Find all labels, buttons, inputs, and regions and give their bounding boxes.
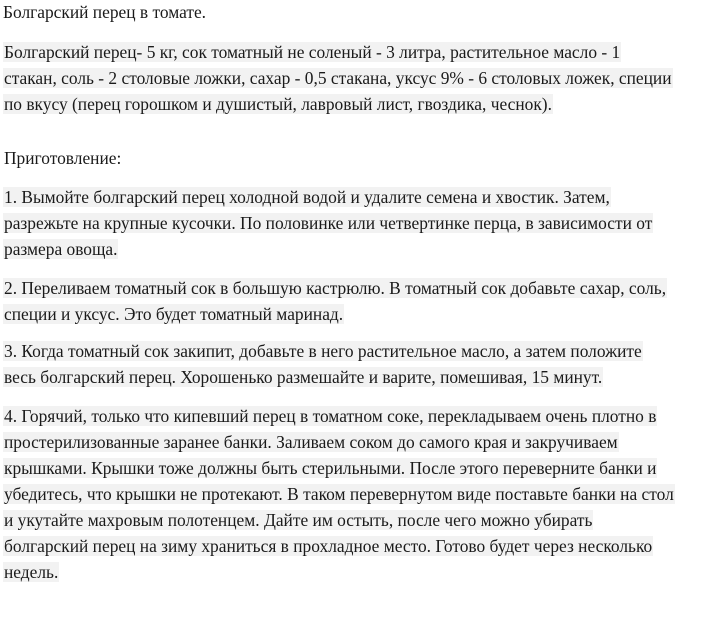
text-line-content: 1. Вымойте болгарский перец холодной водой и удалите семена и хвостик. Затем, bbox=[4, 187, 610, 207]
text-line-content: 2. Переливаем томатный сок в большую кастрюлю. В томатный сок добавьте сахар, соль, bbox=[4, 278, 667, 298]
text-line-content: убедитесь, что крышки не протекают. В таком перевернутом виде поставьте банки на стол bbox=[4, 484, 674, 504]
text-line-content: и укутайте махровым полотенцем. Дайте им остыть, после чего можно убирать bbox=[4, 510, 593, 530]
text-line bbox=[3, 534, 695, 560]
text-line bbox=[3, 66, 695, 92]
preparation-heading: Приготовление: bbox=[4, 148, 122, 168]
text-line bbox=[3, 40, 695, 66]
text-line bbox=[3, 339, 695, 365]
text-line-content: по вкусу (перец горошком и душистый, лавровый лист, гвоздика, чеснок). bbox=[4, 94, 552, 114]
text-line-content: размера овоща. bbox=[4, 239, 118, 259]
recipe-title: Болгарский перец в томате. bbox=[3, 2, 207, 22]
text-line bbox=[3, 508, 695, 534]
text-line bbox=[3, 456, 695, 482]
text-line bbox=[3, 185, 695, 211]
text-line bbox=[3, 404, 695, 430]
text-line bbox=[3, 560, 695, 586]
step-4-paragraph bbox=[3, 404, 695, 586]
step-2-paragraph bbox=[3, 276, 695, 328]
text-line-content: весь болгарский перец. Хорошенько размешайте и варите, помешивая, 15 минут. bbox=[4, 367, 603, 387]
text-line bbox=[3, 302, 695, 328]
text-line-content: разрежьте на крупные кусочки. По половинке или четвертинке перца, в зависимости от bbox=[4, 213, 653, 233]
text-line-content: болгарский перец на зиму храниться в прохладное место. Готово будет через несколько bbox=[4, 536, 653, 556]
preparation-heading-block bbox=[3, 146, 695, 172]
ingredients-paragraph bbox=[3, 40, 695, 118]
text-line bbox=[3, 365, 695, 391]
text-line-content: 4. Горячий, только что кипевший перец в томатном соке, перекладываем очень плотно в bbox=[4, 406, 657, 426]
text-line bbox=[3, 237, 695, 263]
text-line bbox=[3, 92, 695, 118]
text-line-content: Болгарский перец- 5 кг, сок томатный не соленый - 3 литра, растительное масло - 1 bbox=[4, 42, 621, 62]
text-line-content: недель. bbox=[4, 562, 59, 582]
text-line-content: 3. Когда томатный сок закипит, добавьте в него растительное масло, а затем положите bbox=[4, 341, 642, 361]
text-line bbox=[3, 276, 695, 302]
text-line bbox=[3, 211, 695, 237]
text-line-content: крышками. Крышки тоже должны быть стерильными. После этого переверните банки и bbox=[4, 458, 657, 478]
step-3-paragraph bbox=[3, 339, 695, 391]
text-line bbox=[3, 146, 695, 172]
text-line bbox=[3, 430, 695, 456]
step-1-paragraph bbox=[3, 185, 695, 263]
text-line bbox=[3, 482, 695, 508]
text-line-content: простерилизованные заранее банки. Заливаем соком до самого края и закручиваем bbox=[4, 432, 618, 452]
text-line-content: стакан, соль - 2 столовые ложки, сахар - 0,5 стакана, уксус 9% - 6 столовых ложек, специи bbox=[4, 68, 672, 88]
text-line-content: специи и уксус. Это будет томатный маринад. bbox=[4, 304, 344, 324]
